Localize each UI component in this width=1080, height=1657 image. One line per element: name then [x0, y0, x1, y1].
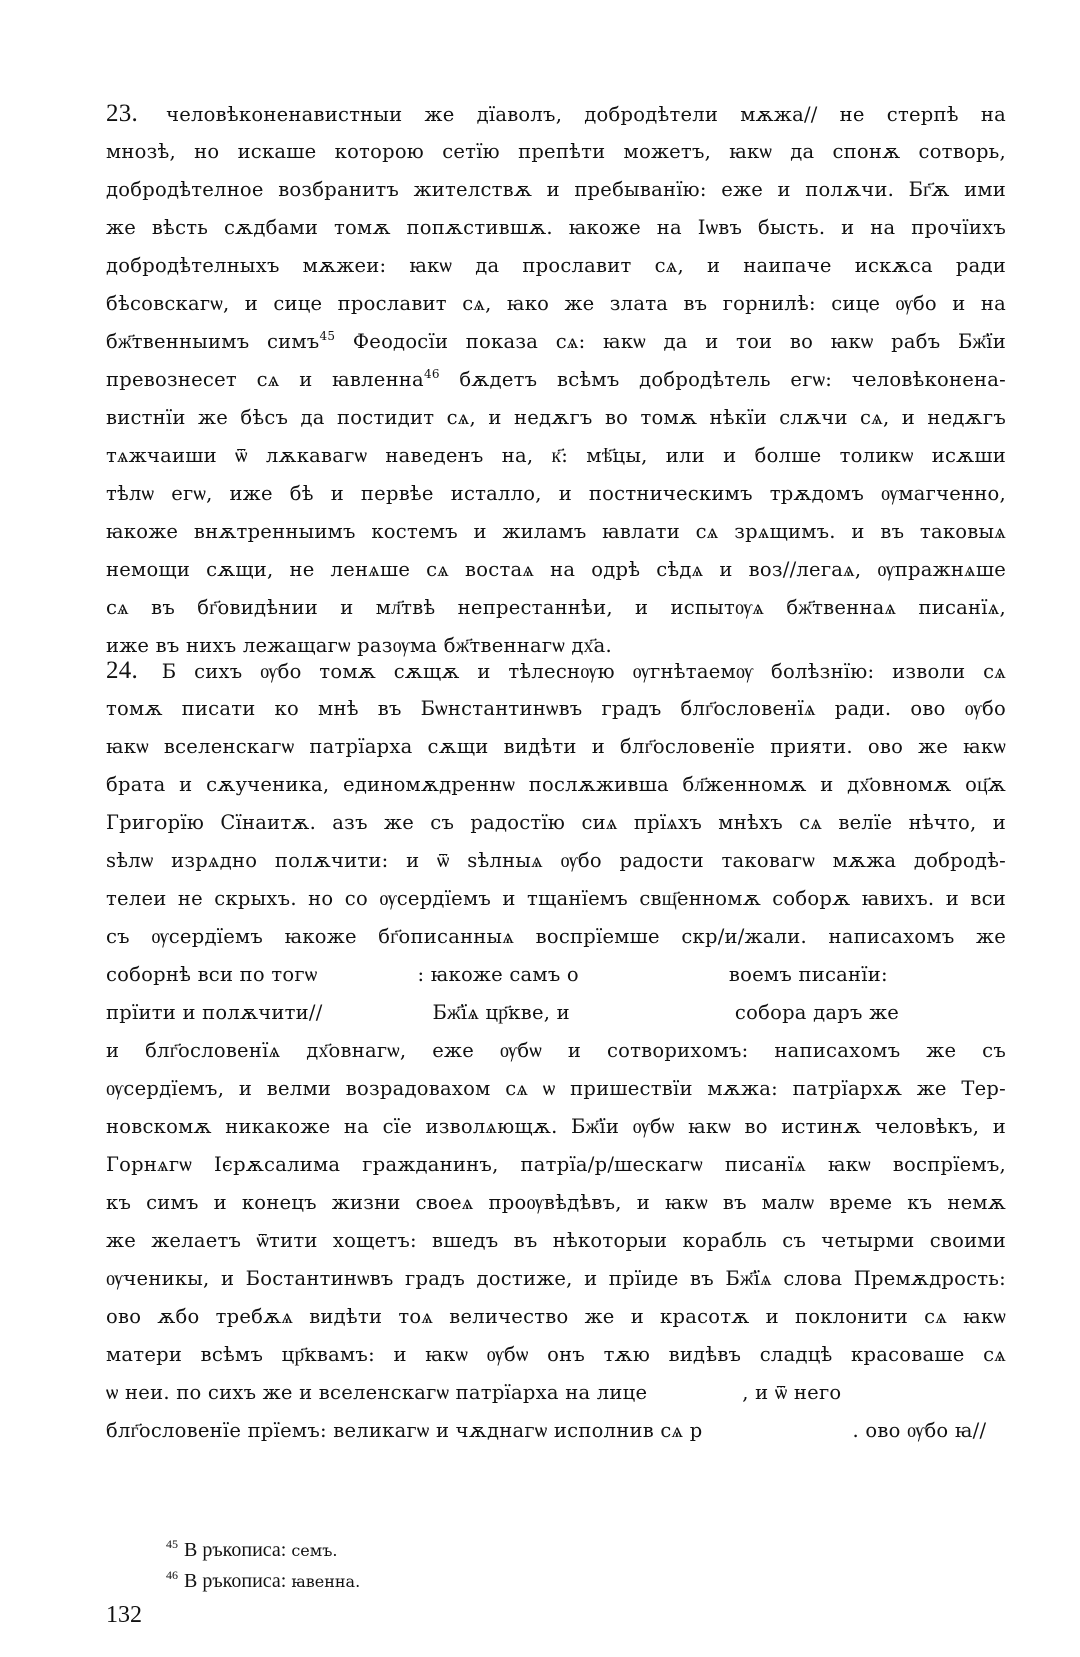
text-line: къ симъ и конецъ жизни своеѧ проѹвѣдѣвъ, и ꙗкѡ въ малѡ време къ немѫ — [106, 1191, 1006, 1214]
text-line: ѕѣлѡ изрѧдно полѫчити: и ѿ ѕѣлныѧ ѹбо радости таковагѡ мѫжа добродѣ- — [106, 849, 1006, 872]
text-line: вистнїи же бѣсъ да постидит сѧ, и недѫгъ во томѫ нѣкїи слѫчи сѧ, и недѫгъ — [106, 406, 1006, 429]
text-line: тѣлѡ егѡ, иже бѣ и первѣе исталло, и постническимъ трѫдомъ ѹмагченно, — [106, 482, 1006, 505]
text-line: сѧ въ бг҃овидѣнии и мл҃твѣ непрестаннѣи, и испытѹѧ бж҃твеннаѧ писанїѧ, — [106, 596, 1006, 619]
text-line: брата и сѫученика, единомѫдреннѡ послѫживша бл҃женномѫ и дх҃овномѫ оц҃ѫ — [106, 773, 1006, 796]
text-line: добродѣтелное возбранитъ жителствѫ и пребыванїю: еже и полѫчи. Бг҃ѫ ими — [106, 178, 1006, 201]
text-line-with-gaps: ѡ неи. по сихъ же и вселенскагѡ патрїарха на лице , и ѿ него — [106, 1381, 842, 1404]
text-line: добродѣтелныхъ мѫжеи: ꙗкѡ да прославит сѧ, и наипаче искѫса ради — [106, 254, 1006, 277]
text-line: же желаетъ ѿтити хощетъ: вшедъ въ нѣкоторыи корабль съ четырми своими — [106, 1229, 1006, 1252]
text-line: 24. Б сихъ ѹбо томѫ сѫщѫ и тѣлеснѹю ѹгнѣтаемѹ болѣзнїю: изволи сѧ — [106, 657, 1006, 684]
page-number: 132 — [106, 1602, 142, 1628]
text-line: и блг҃ословенїѧ дх҃овнагѡ, еже ѹбѡ и сотворихомъ: написахомъ же съ — [106, 1039, 1006, 1062]
text-line: тѧжчаиши ѿ лѫкавагѡ наведенъ на, к҃: мѣ҃цы, или и болше толикѡ исѫши — [106, 444, 1006, 467]
text-line-with-gaps: блг҃ословенїе прїемъ: великагѡ и чѫднагѡ исполнив сѧ р . ово ѹбо ꙗ// — [106, 1419, 987, 1442]
text-line-with-gaps: прїити и полѫчити// Бж҃їѧ цр҃кве, и собора даръ же — [106, 1001, 900, 1024]
paragraph-number: 23. — [106, 100, 138, 127]
footnote-mark: 46 — [166, 1568, 178, 1582]
text-line: ꙗкоже внѫтренныимъ костемъ и жиламъ ꙗвлати сѧ зрѧщимъ. и въ таковыѧ — [106, 520, 1006, 543]
footnote-mark: 45 — [166, 1537, 178, 1551]
text-line: ово ѫбо требѫѧ видѣти тоѧ величество же и красотѫ и поклонити сѧ ꙗкѡ — [106, 1305, 1006, 1328]
text-line: же вѣсть сѫдбами томѫ попѫстившѫ. ꙗкоже на Іѡвъ бысть. и на прочїихъ — [106, 216, 1006, 239]
footnote-46: $^{46}$ В ръкописа: ꙗвенна. — [166, 1568, 361, 1592]
text-line: Григорїю Сїнаитѫ. азъ же съ радостїю сиѧ прїѧхъ мнѣхъ сѧ велїе нѣчто, и — [106, 811, 1006, 834]
paragraph-number: 24. — [106, 657, 138, 684]
paragraph-23 — [106, 95, 1006, 665]
text-line: ѹченикы, и Бостантинѡвъ градъ достиже, и прїиде въ Бж҃їѧ слова Премѫдрость: — [106, 1267, 1006, 1290]
text-line: съ ѹсердїемъ ꙗкоже бг҃описанныѧ воспрїемше скр/и/жали. написахомъ же — [106, 925, 1006, 948]
text-line: Горнѧгѡ Ієрѫсалима гражданинъ, патрїа/р/шескагѡ писанїѧ ꙗкѡ воспрїемъ, — [106, 1153, 1006, 1176]
text-line: телеи не скрыхъ. но со ѹсердїемъ и тщанїемъ свщ҃енномѫ соборѫ ꙗвихъ. и вси — [106, 887, 1006, 910]
text-line: иже въ нихъ лежащагѡ разѹма бж҃твеннагѡ дх҃а. — [106, 634, 612, 657]
text-line: бж҃твенныимъ симъ$^{45}$ Феодосїи показа сѧ: ꙗкѡ да и тои во ꙗкѡ рабъ Бж҃їи — [106, 329, 1006, 353]
text-line: бѣсовскагѡ, и сице прославит сѧ, ꙗко же злата въ горнилѣ: сице ѹбо и на — [106, 292, 1006, 315]
paragraph-24 — [106, 652, 1006, 1450]
footnote-ref-45[interactable]: 45 — [319, 329, 336, 343]
text-line: матери всѣмъ цр҃квамъ: и ꙗкѡ ѹбѡ онъ тѫю видѣвъ сладцѣ красоваше сѧ — [106, 1343, 1006, 1366]
text-line: немощи сѫщи, не ленѧше сѧ востаѧ на одрѣ сѣдѧ и воз//легаѧ, ѹпражнѧше — [106, 558, 1006, 581]
footnote-45: $^{45}$ В ръкописа: семъ. — [166, 1537, 338, 1561]
text-line: мнозѣ, но искаше которою сетїю препѣти можетъ, ꙗкѡ да спонѫ сотворь, — [106, 140, 1006, 163]
text-line-with-gaps: соборнѣ вси по тогѡ : ꙗкоже самъ о воемъ писанїи: — [106, 963, 888, 986]
text-line: новскомѫ никакоже на сїе изволѧющѫ. Бж҃їи ѹбѡ ꙗкѡ во истинѫ человѣкъ, и — [106, 1115, 1006, 1138]
text-line: ꙗкѡ вселенскагѡ патрїарха сѫщи видѣти и блг҃ословенїе прияти. ово же ꙗкѡ — [106, 735, 1006, 758]
text-line: ѹсердїемъ, и велми возрадовахом сѧ ѡ пришествїи мѫжа: патрїархѫ же Тер- — [106, 1077, 1006, 1100]
footnote-ref-46[interactable]: 46 — [423, 367, 440, 381]
text-line: 23. человѣконенавистныи же дїаволъ, добродѣтели мѫжа// не стерпѣ на — [106, 100, 1006, 127]
text-line: томѫ писати ко мнѣ въ Бѡнстантинѡвъ градъ блг҃ословенїѧ ради. ово ѹбо — [106, 697, 1006, 720]
text-line: превознесет сѧ и ꙗвленна$^{46}$ бѫдетъ всѣмъ добродѣтель егѡ: человѣконена- — [106, 367, 1006, 391]
